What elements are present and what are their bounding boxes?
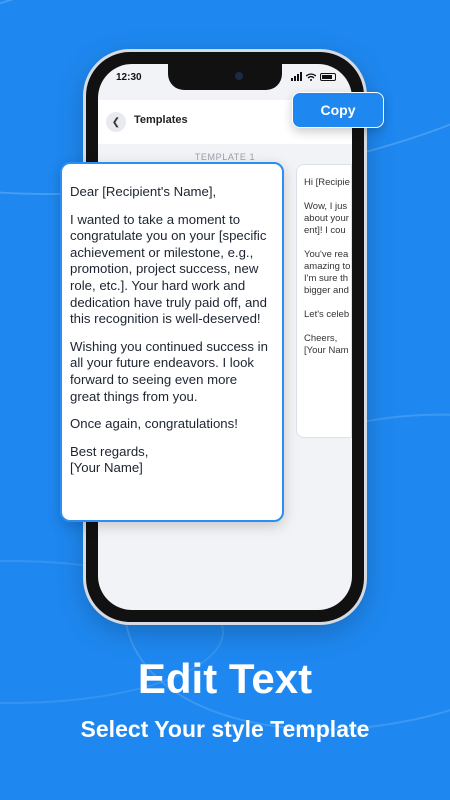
template-card-next[interactable] [296, 164, 352, 438]
promo-headline: Edit Text [137, 655, 313, 702]
template-next-paragraph: Cheers, [Your Nam [304, 333, 349, 356]
phone-power-button [364, 170, 367, 230]
page-title: Templates [134, 114, 188, 126]
chevron-left-icon: ❮ [111, 116, 121, 128]
template-paragraph: Once again, congratulations! [70, 416, 238, 432]
template-next-paragraph: Wow, I jus about your ent]! I cou [304, 201, 349, 236]
template-next-paragraph: Let's celeb [304, 309, 350, 320]
back-button[interactable] [106, 112, 126, 132]
status-icons [291, 72, 336, 81]
template-next-paragraph: You've rea amazing to I'm sure th bigger and [304, 249, 351, 296]
template-paragraph: Dear [Recipient's Name], [70, 184, 217, 199]
template-label: TEMPLATE 1 [194, 152, 256, 162]
status-time: 12:30 [116, 72, 142, 83]
template-paragraph: Wishing you continued success in all your future endeavors. I look forward to seeing even more great things from you. [70, 338, 268, 404]
camera-icon [235, 72, 243, 80]
signal-icon [291, 72, 302, 81]
template-paragraph: I wanted to take a moment to congratulate you on your [specific achievement or milestone, e.g., promotion, project success, new role, etc.]. Your hard work and dedication have truly paid off, and this recognition is well-deserved! [70, 211, 267, 327]
template-next-paragraph: Hi [Recipie [304, 177, 350, 188]
template-next-text [304, 177, 352, 369]
template-card-main[interactable] [60, 162, 284, 522]
wifi-icon [306, 73, 316, 81]
promo-subheadline: Select Your style Template [80, 716, 370, 742]
phone-notch [168, 64, 282, 90]
copy-button[interactable]: Copy [292, 92, 384, 128]
battery-icon [320, 73, 336, 81]
template-paragraph: Best regards, [Your Name] [70, 443, 149, 476]
